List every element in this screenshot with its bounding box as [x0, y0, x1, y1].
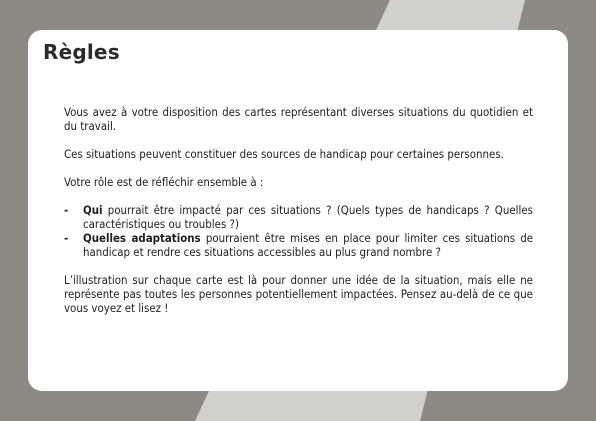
bullet-bold-label: Qui [83, 203, 103, 217]
bullet-text: pourrait être impacté par ces situations ? (Quels types de handicaps ? Quelles caractéristiques ou troubles ?) [83, 203, 533, 231]
question-list [64, 203, 533, 259]
intro-paragraph: Vous avez à votre disposition des cartes représentant diverses situations du quotidien et du travail. [64, 105, 533, 133]
bullet-bold-label: Quelles adaptations [83, 231, 201, 245]
list-item [64, 231, 533, 259]
list-item [64, 203, 533, 231]
page-title: Règles [43, 40, 120, 64]
rules-card [28, 30, 568, 391]
situations-paragraph: Ces situations peuvent constituer des sources de handicap pour certaines personnes. [64, 147, 504, 161]
rules-content [64, 105, 533, 329]
closing-paragraph: L’illustration sur chaque carte est là pour donner une idée de la situation, mais elle ne représente pas toutes les personnes potentiellement impactées. Pensez au-delà de ce que vous voyez et lisez ! [64, 273, 533, 315]
bullet-dash: - [64, 203, 69, 217]
bullet-text: pourraient être mises en place pour limiter ces situations de handicap et rendre ces situations accessibles au plus grand nombre ? [83, 231, 534, 259]
role-paragraph: Votre rôle est de réfléchir ensemble à : [64, 175, 264, 189]
bullet-dash: - [64, 231, 69, 245]
